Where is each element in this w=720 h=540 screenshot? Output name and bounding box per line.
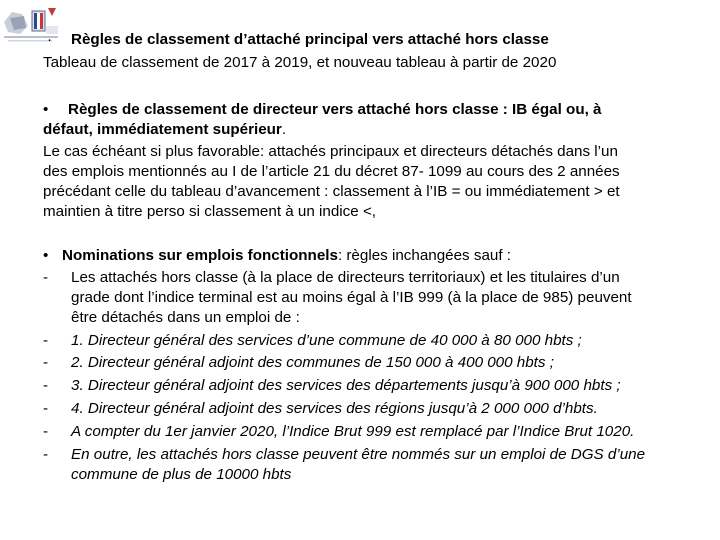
list-dash: - bbox=[43, 354, 49, 371]
section2-para-line1: Le cas échéant si plus favorable: attachés principaux et directeurs détachés dans l’un bbox=[43, 143, 618, 160]
list-item4: 3. Directeur général adjoint des services des départements jusqu’à 900 000 hbts ; bbox=[71, 377, 621, 394]
list-dash: - bbox=[43, 400, 49, 417]
section1-bullet: · bbox=[47, 31, 53, 48]
list-dash: - bbox=[43, 446, 49, 463]
section2-title-line2-bold: défaut, immédiatement supérieur bbox=[43, 121, 282, 138]
section3-bullet: • bbox=[43, 247, 49, 264]
section2-title-period: . bbox=[281, 121, 287, 138]
section2-bullet: • bbox=[43, 101, 49, 118]
list-item1-line1: Les attachés hors classe (à la place de directeurs territoriaux) et les titulaires d’un bbox=[71, 269, 620, 286]
list-item3: 2. Directeur général adjoint des communes de 150 000 à 400 000 hbts ; bbox=[71, 354, 554, 371]
section1-text: Tableau de classement de 2017 à 2019, et nouveau tableau à partir de 2020 bbox=[43, 54, 557, 71]
section1-title: Règles de classement d’attaché principal vers attaché hors classe bbox=[71, 31, 549, 48]
list-item5: 4. Directeur général adjoint des services des régions jusqu’à 2 000 000 d’hbts. bbox=[71, 400, 598, 417]
list-dash: - bbox=[43, 423, 49, 440]
section2-para-line4: maintien à titre perso si classement à un indice <, bbox=[43, 203, 377, 220]
list-item1-line3: être détachés dans un emploi de : bbox=[71, 309, 300, 326]
list-dash: - bbox=[43, 269, 49, 286]
section3-title: Nominations sur emplois fonctionnels bbox=[62, 247, 338, 264]
list-item7-line1: En outre, les attachés hors classe peuvent être nommés sur un emploi de DGS d’une bbox=[71, 446, 646, 463]
list-dash: - bbox=[43, 332, 49, 349]
section3-title-line bbox=[62, 246, 511, 266]
list-dash: - bbox=[43, 377, 49, 394]
section2-para-line2: des emplois mentionnés au I de l’article 21 du décret 87- 1099 au cours des 2 années bbox=[43, 163, 620, 180]
list-item2: 1. Directeur général des services d’une commune de 40 000 à 80 000 hbts ; bbox=[71, 332, 582, 349]
section2-para-line3: précédant celle du tableau d’avancement : classement à l’IB = ou immédiatement > et bbox=[43, 183, 620, 200]
list-item1-line2: grade dont l’indice terminal est au moins égal à l’IB 999 (à la place de 985) peuvent bbox=[71, 289, 632, 306]
list-item7-line2: commune de plus de 10000 hbts bbox=[71, 466, 292, 483]
section2-title-line1: Règles de classement de directeur vers attaché hors classe : IB égal ou, à bbox=[68, 101, 602, 118]
list-item6: A compter du 1er janvier 2020, l’Indice Brut 999 est remplacé par l’Indice Brut 1020. bbox=[71, 423, 635, 440]
section2-title-line2 bbox=[43, 120, 286, 140]
section3-title-rest: : règles inchangées sauf : bbox=[337, 247, 512, 264]
